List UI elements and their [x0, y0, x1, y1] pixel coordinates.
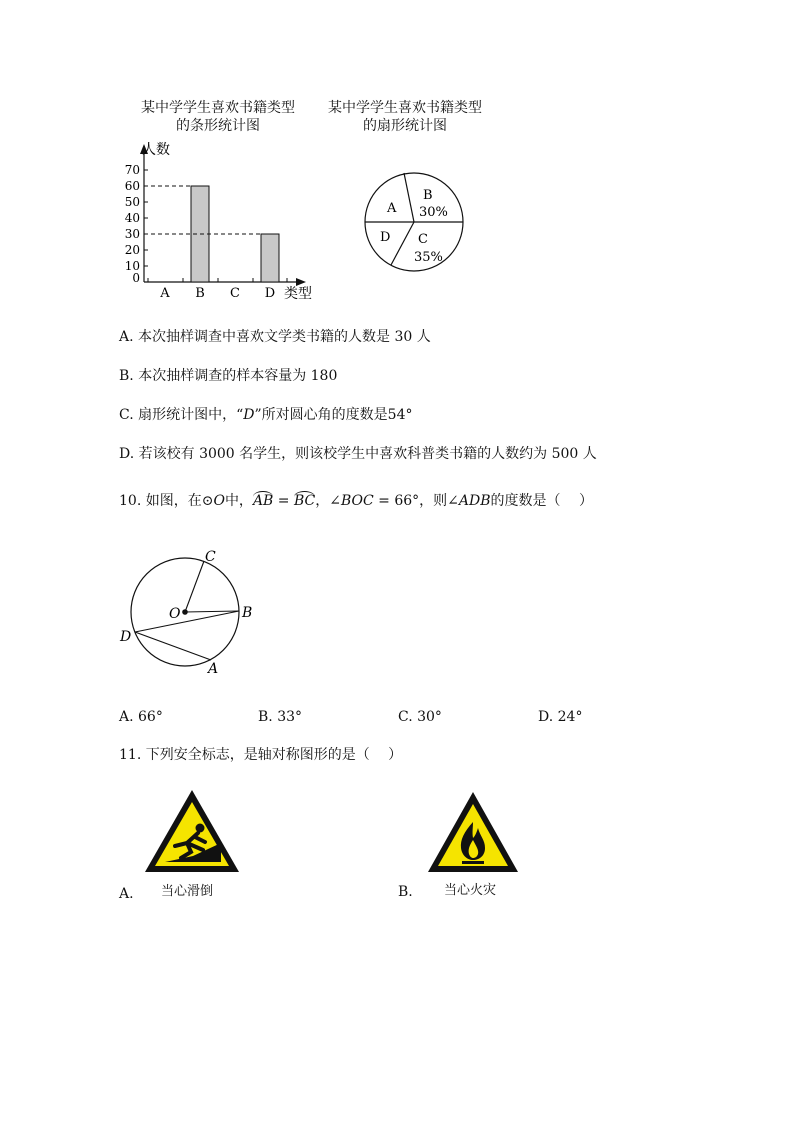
y-tick-label: 70: [124, 163, 140, 177]
pie-label-c: C: [418, 232, 428, 247]
label-o: O: [169, 606, 181, 622]
q10-eq: =: [273, 493, 294, 509]
bar-chart-title: [128, 99, 308, 135]
q11-option-a-caption: 当心滑倒: [161, 884, 214, 899]
q10-arc-bc: BC: [293, 493, 316, 509]
q10-mid1: 中，: [224, 493, 253, 509]
fire-warning-sign-icon: [426, 790, 520, 874]
segment-ob: [185, 611, 239, 612]
q9-option-a: A. 本次抽样调查中喜欢文学类书籍的人数是 30 人: [119, 329, 431, 345]
q11-stem: 11. 下列安全标志，是轴对称图形的是（ ）: [119, 747, 403, 763]
q10-option-b: B. 33°: [258, 709, 303, 725]
y-tick-label: 10: [124, 259, 140, 273]
q9-option-d: D. 若该校有 3000 名学生，则该校学生中喜欢科普类书籍的人数约为 500 人: [119, 446, 597, 462]
q10-suffix: 的度数是（ ）: [490, 493, 593, 509]
bar-chart-title-line1: 某中学学生喜欢书籍类型: [141, 100, 295, 116]
y-tick-label: 20: [124, 243, 140, 257]
bar-D: [261, 234, 279, 282]
pie-divider-bottom: [391, 222, 414, 265]
segment-da: [135, 632, 211, 660]
q10-option-c: C. 30°: [398, 709, 442, 725]
q10-option-a: A. 66°: [119, 709, 163, 725]
bar-chart-title-line2: 的条形统计图: [176, 118, 260, 134]
pie-chart: [360, 168, 470, 278]
q9-option-c-suffix: ”所对圆心角的度数是54°: [254, 407, 413, 423]
pie-label-d: D: [380, 230, 391, 245]
q9-option-c-prefix: C. 扇形统计图中，“: [119, 407, 244, 423]
y-tick-label: 0: [132, 271, 140, 285]
bar-chart-xlabel: 类型: [284, 286, 312, 302]
q10-angle-boc: BOC: [340, 493, 374, 509]
bar-chart-ylabel: 人数: [142, 142, 170, 158]
y-tick-label: 50: [124, 195, 140, 209]
q10-prefix: 10. 如图，在⊙: [119, 493, 214, 509]
q10-circle-figure: [116, 545, 266, 680]
bar-chart: [112, 136, 322, 306]
bar-chart-axes: [140, 144, 306, 286]
flame-base: [462, 861, 484, 864]
x-tick-label: D: [264, 286, 276, 301]
segment-oc: [185, 561, 204, 612]
q10-stem: [119, 491, 593, 511]
pie-chart-title: [315, 99, 495, 135]
label-a: A: [208, 661, 219, 677]
q11-option-b-letter: B.: [398, 884, 413, 900]
bar-chart-bars: [144, 186, 279, 282]
q9-option-c: [119, 405, 413, 425]
y-tick-label: 30: [124, 227, 140, 241]
slippery-warning-sign-icon: [143, 788, 241, 874]
q10-arc-ab: AB: [252, 493, 274, 509]
q10-circle-o: O: [213, 493, 225, 509]
pie-chart-title-line1: 某中学学生喜欢书籍类型: [328, 100, 482, 116]
y-tick-label: 40: [124, 211, 140, 225]
pie-label-c-pct: 35%: [414, 250, 443, 265]
label-b: B: [242, 605, 253, 621]
pie-chart-title-line2: 的扇形统计图: [363, 118, 447, 134]
q10-mid3: = 66°，则∠: [373, 493, 459, 509]
q10-angle-adb: ADB: [458, 493, 491, 509]
q9-option-b: B. 本次抽样调查的样本容量为 180: [119, 368, 338, 384]
q9-option-c-var: D: [243, 407, 255, 423]
x-axis-arrow: [296, 278, 306, 286]
q11-option-a-letter: A.: [119, 886, 134, 902]
x-tick-label: C: [230, 286, 240, 301]
x-tick-label: A: [160, 286, 170, 301]
segment-db: [135, 611, 239, 632]
y-tick-label: 60: [124, 179, 140, 193]
x-tick-label: B: [195, 286, 205, 301]
q10-option-d: D. 24°: [538, 709, 583, 725]
q10-mid2: ，∠: [315, 493, 341, 509]
pie-label-b: B: [423, 188, 433, 203]
pie-label-a: A: [387, 201, 397, 216]
q11-option-b-caption: 当心火灾: [444, 883, 497, 898]
falling-person-head: [196, 824, 205, 833]
label-c: C: [205, 549, 216, 565]
pie-label-b-pct: 30%: [419, 205, 448, 220]
label-d: D: [120, 629, 132, 645]
center-point-o: [182, 609, 188, 615]
pie-divider-top: [404, 173, 414, 222]
